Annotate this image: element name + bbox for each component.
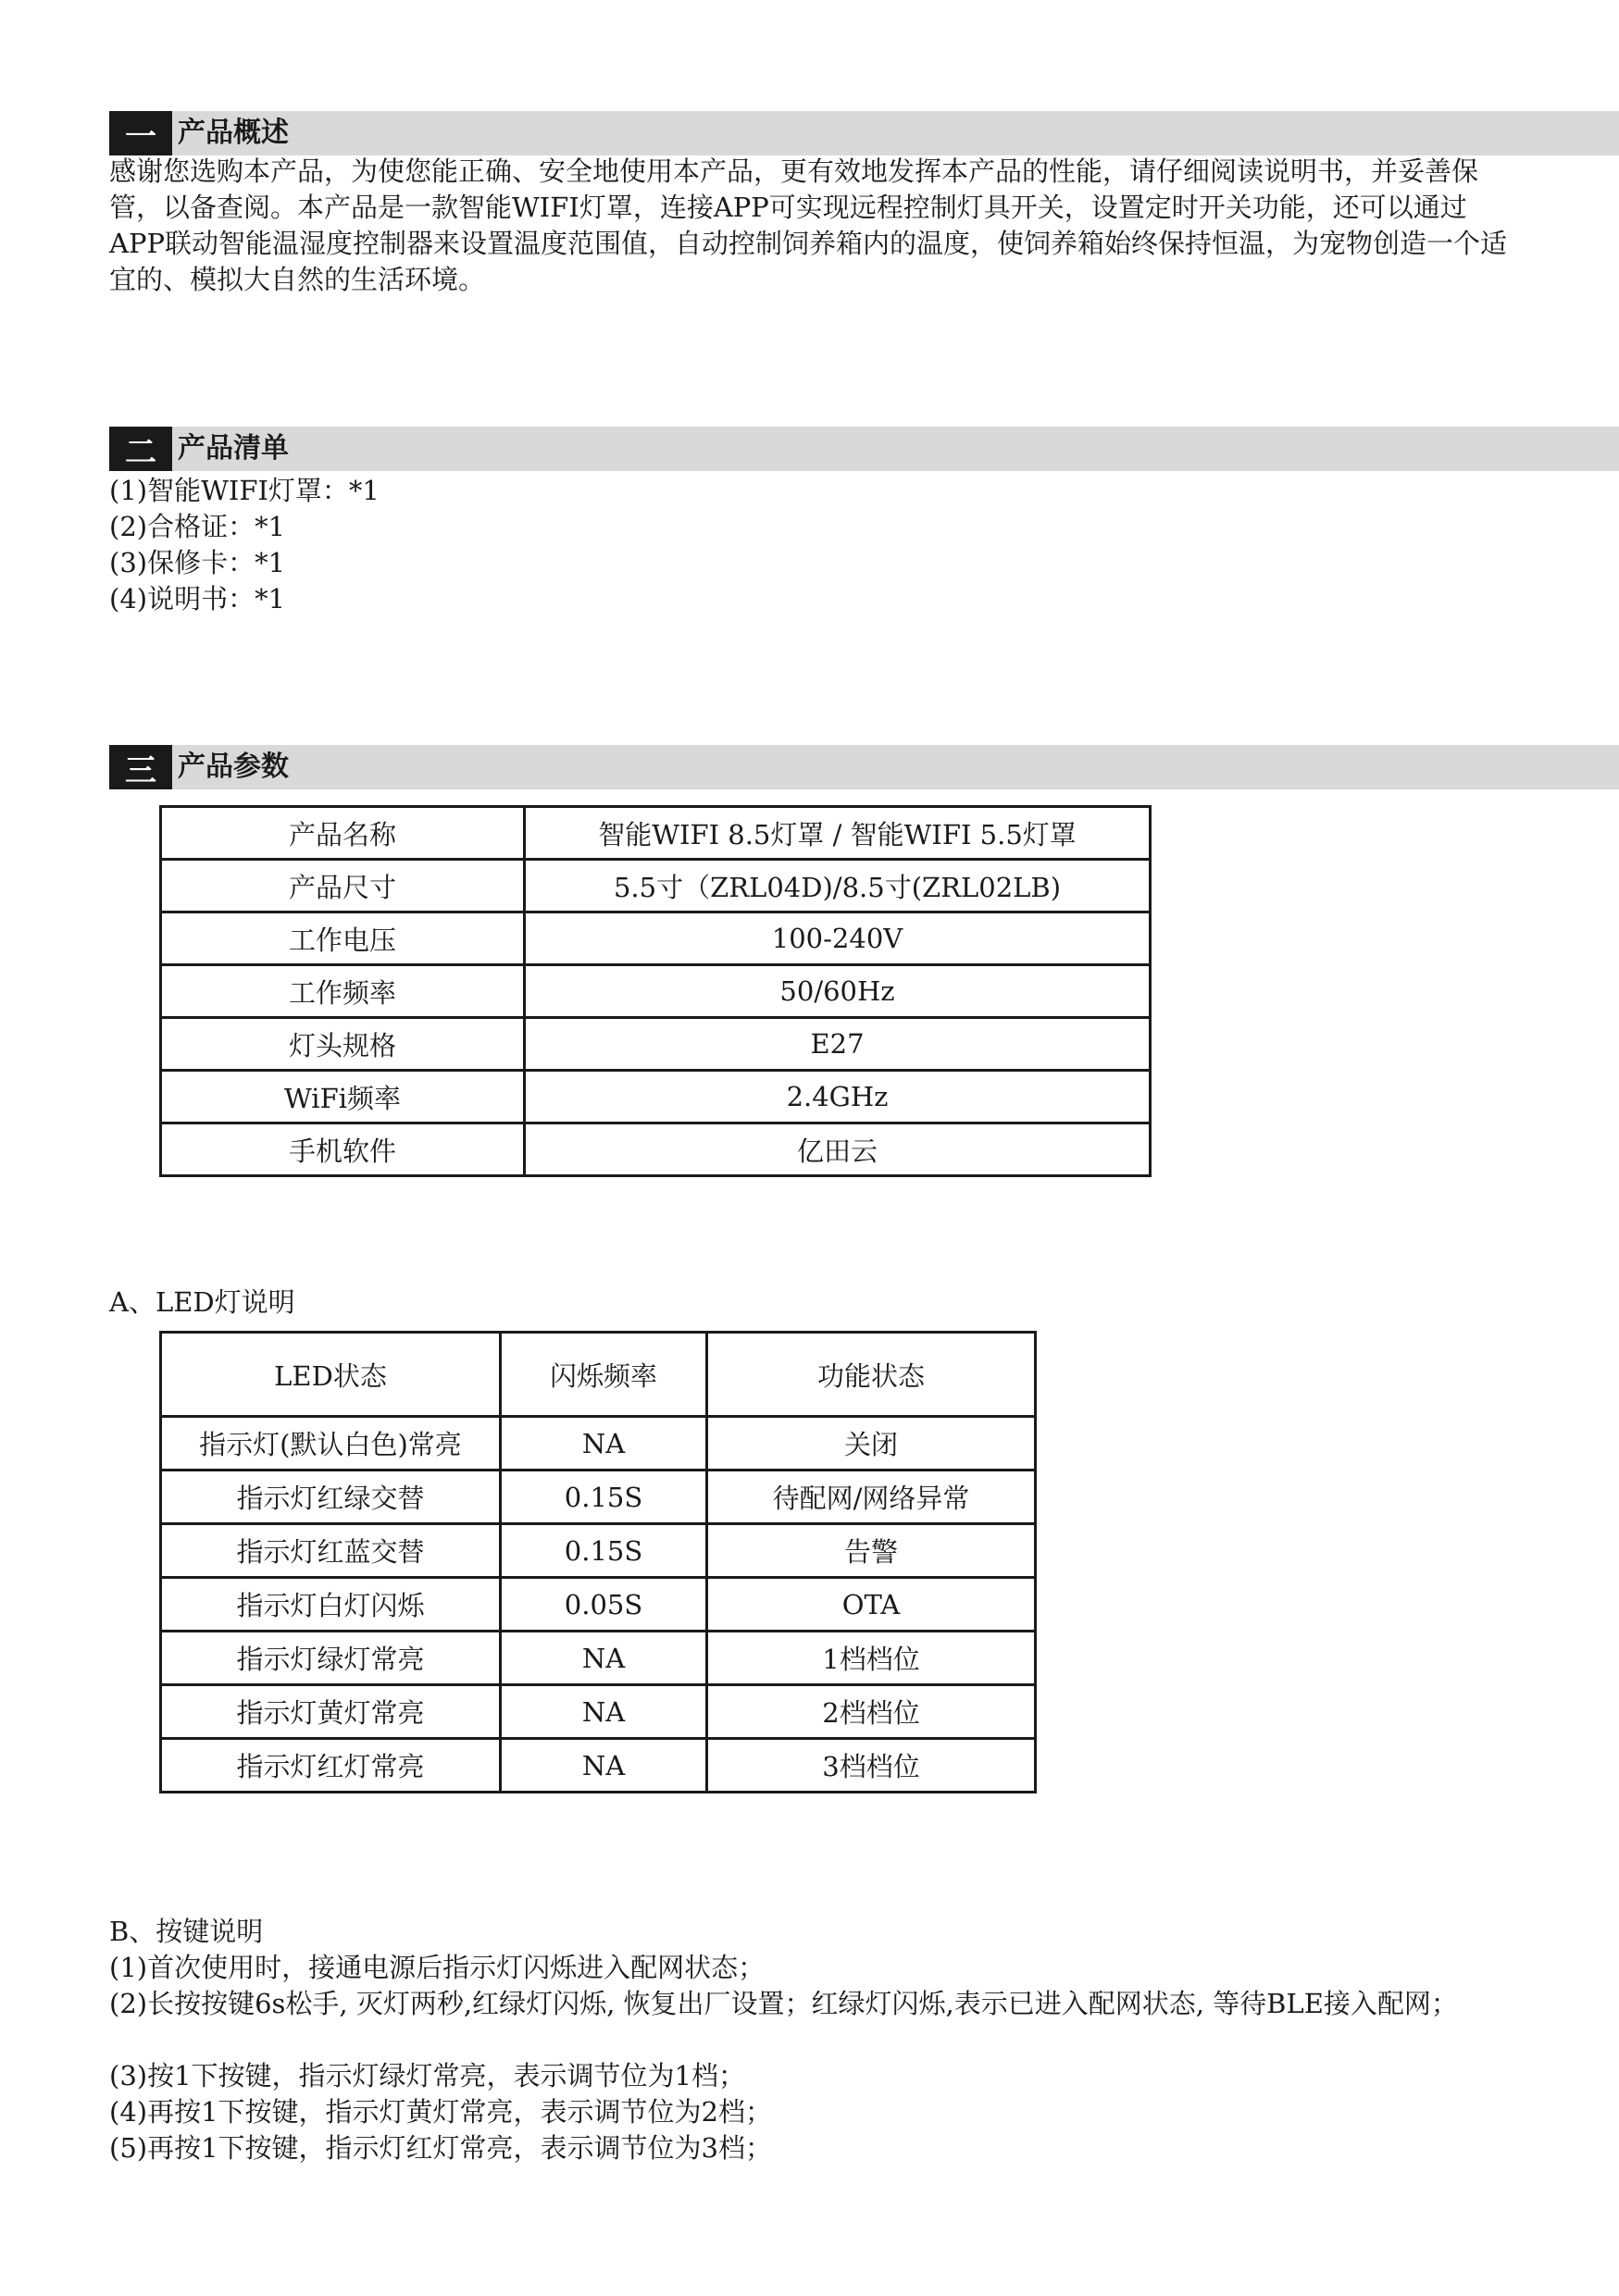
section-title: 产品参数	[178, 751, 289, 783]
table-row	[161, 1123, 1151, 1176]
key-instruction: (3)按1下按键，指示灯绿灯常亮，表示调节位为1档；	[109, 2060, 745, 2091]
blink-frequency: 0.15S	[501, 1471, 707, 1524]
table-row	[161, 1578, 1036, 1632]
led-table	[159, 1331, 1037, 1793]
checklist-item: (1)智能WIFI灯罩：*1	[109, 475, 380, 506]
checklist-item: (3)保修卡：*1	[109, 547, 286, 578]
section-title: 产品清单	[178, 432, 289, 465]
led-state: 指示灯白灯闪烁	[161, 1578, 501, 1632]
checklist-item: (4)说明书：*1	[109, 583, 286, 614]
table-row	[161, 1685, 1036, 1739]
param-value: 智能WIFI 8.5灯罩 / 智能WIFI 5.5灯罩	[525, 807, 1151, 860]
param-value: E27	[525, 1018, 1151, 1071]
section-number: 三	[109, 745, 172, 789]
table-row	[161, 912, 1151, 965]
param-label: 产品尺寸	[161, 860, 525, 912]
param-label: 工作频率	[161, 965, 525, 1018]
section-header-params	[109, 745, 1619, 789]
table-row	[161, 1739, 1036, 1793]
led-state: 指示灯红蓝交替	[161, 1524, 501, 1578]
function-state: 待配网/网络异常	[707, 1471, 1036, 1524]
led-state: 指示灯绿灯常亮	[161, 1632, 501, 1685]
param-value: 100-240V	[525, 912, 1151, 965]
function-state: 3档档位	[707, 1739, 1036, 1793]
function-state: 1档档位	[707, 1632, 1036, 1685]
blink-frequency: NA	[501, 1417, 707, 1471]
table-row	[161, 1417, 1036, 1471]
section-header-checklist	[109, 427, 1619, 471]
table-row	[161, 1071, 1151, 1123]
blink-frequency: NA	[501, 1685, 707, 1739]
led-state: 指示灯红绿交替	[161, 1471, 501, 1524]
led-section-title: A、LED灯说明	[109, 1286, 295, 1318]
overview-paragraph: 感谢您选购本产品，为使您能正确、安全地使用本产品，更有效地发挥本产品的性能，请仔细阅读说明书，并妥善保管，以备查阅。本产品是一款智能WIFI灯罩，连接APP可实现远程控制灯具开关，设置定时开关功能，还可以通过APP联动智能温湿度控制器来设置温度范围值，自动控制饲养箱内的温度，使饲养箱始终保持恒温，为宠物创造一个适宜的、模拟大自然的生活环境。	[109, 155, 1507, 295]
table-row	[161, 965, 1151, 1018]
column-header: 功能状态	[707, 1333, 1036, 1417]
param-label: 灯头规格	[161, 1018, 525, 1071]
param-value: 2.4GHz	[525, 1071, 1151, 1123]
table-row	[161, 1524, 1036, 1578]
blink-frequency: NA	[501, 1632, 707, 1685]
param-label: 工作电压	[161, 912, 525, 965]
params-table	[159, 805, 1152, 1177]
section-number: 二	[109, 427, 172, 471]
param-label: WiFi频率	[161, 1071, 525, 1123]
blink-frequency: 0.15S	[501, 1524, 707, 1578]
param-label: 产品名称	[161, 807, 525, 860]
checklist-item: (2)合格证：*1	[109, 511, 286, 542]
section-number: 一	[109, 111, 172, 155]
column-header: LED状态	[161, 1333, 501, 1417]
table-row	[161, 1018, 1151, 1071]
table-row	[161, 1632, 1036, 1685]
key-instruction: (5)再按1下按键，指示灯红灯常亮，表示调节位为3档；	[109, 2132, 772, 2164]
led-state: 指示灯红灯常亮	[161, 1739, 501, 1793]
section-header-overview	[109, 111, 1619, 155]
key-instruction: (4)再按1下按键，指示灯黄灯常亮，表示调节位为2档；	[109, 2096, 772, 2128]
keys-section-title: B、按键说明	[109, 1916, 264, 1947]
blink-frequency: 0.05S	[501, 1578, 707, 1632]
key-instruction: (1)首次使用时，接通电源后指示灯闪烁进入配网状态；	[109, 1952, 766, 1983]
key-instruction: (2)长按按键6s松手, 灭灯两秒,红绿灯闪烁, 恢复出厂设置；红绿灯闪烁,表示已进入配网状态, 等待BLE接入配网；	[109, 1988, 1458, 2019]
table-header-row	[161, 1333, 1036, 1417]
param-value: 亿田云	[525, 1123, 1151, 1176]
function-state: 告警	[707, 1524, 1036, 1578]
function-state: 关闭	[707, 1417, 1036, 1471]
column-header: 闪烁频率	[501, 1333, 707, 1417]
function-state: OTA	[707, 1578, 1036, 1632]
table-row	[161, 807, 1151, 860]
blink-frequency: NA	[501, 1739, 707, 1793]
function-state: 2档档位	[707, 1685, 1036, 1739]
table-row	[161, 1471, 1036, 1524]
section-title: 产品概述	[178, 117, 289, 149]
param-value: 5.5寸（ZRL04D)/8.5寸(ZRL02LB)	[525, 860, 1151, 912]
led-state: 指示灯(默认白色)常亮	[161, 1417, 501, 1471]
param-label: 手机软件	[161, 1123, 525, 1176]
led-state: 指示灯黄灯常亮	[161, 1685, 501, 1739]
param-value: 50/60Hz	[525, 965, 1151, 1018]
table-row	[161, 860, 1151, 912]
